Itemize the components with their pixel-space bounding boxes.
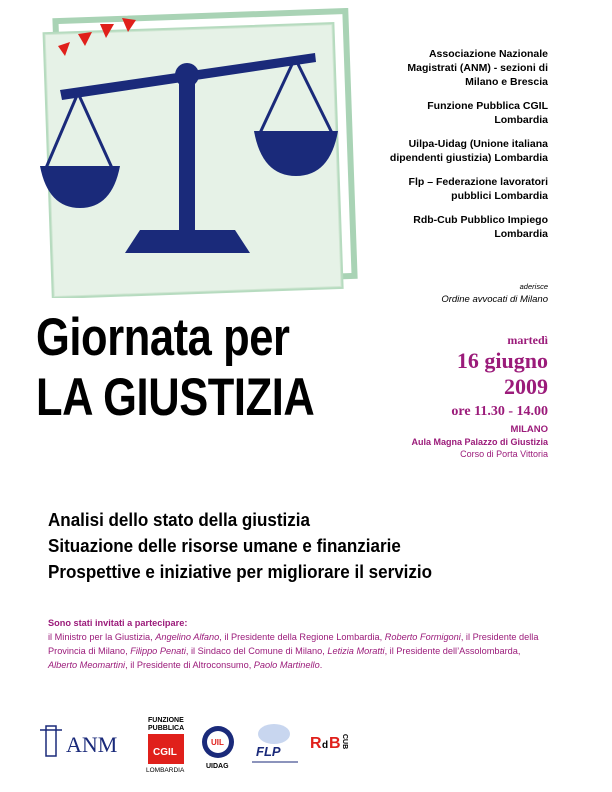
invited-text-part: . (319, 660, 323, 670)
event-weekday: martedì (507, 333, 548, 347)
page-title (36, 308, 315, 428)
svg-text:B: B (329, 735, 341, 752)
topics-list (48, 507, 545, 585)
invited-heading: Sono stati invitati a partecipare: (48, 618, 188, 628)
svg-text:CGIL: CGIL (153, 747, 177, 758)
invited-name: Alberto Meomartini (48, 660, 126, 670)
invited-text-part: , il Presidente di Altroconsumo, (125, 660, 254, 670)
organizers-list (368, 47, 548, 251)
uil-uidag-logo (202, 726, 234, 770)
invited-text-part: , il Presidente dell’Assolombarda, (384, 646, 521, 656)
topic-2: Situazione delle risorse umane e finanziarie (48, 535, 401, 556)
event-city: MILANO (510, 424, 548, 435)
invited-name: Angelino Alfano (155, 632, 220, 642)
title-line-2: LA GIUSTIZIA (36, 368, 315, 427)
invited-name: Roberto Formigoni (384, 632, 461, 642)
flp-logo (252, 724, 298, 762)
invited-text-part: il Ministro per la Giustizia, (48, 632, 156, 642)
adherence-note (368, 280, 548, 306)
rdb-cub-logo (310, 734, 348, 752)
invited-text-part: , il Presidente della Regione Lombardia, (219, 632, 385, 642)
anm-logo (40, 726, 117, 757)
svg-text:PUBBLICA: PUBBLICA (148, 725, 185, 732)
svg-text:FLP: FLP (256, 744, 281, 759)
invited-text-part: , il Sindaco del Comune di Milano, (185, 646, 328, 656)
invited-guests (48, 616, 548, 672)
organizer-anm: Associazione Nazionale Magistrati (ANM) - sezioni di Milano e Brescia (407, 48, 548, 88)
scales-of-justice-illustration (40, 8, 360, 298)
event-year: 2009 (504, 374, 548, 399)
title-line-1: Giornata per (36, 308, 290, 367)
invited-name: Letizia Moratti (327, 646, 385, 656)
event-address: Corso di Porta Vittoria (460, 449, 548, 459)
organizer-uilpa: Uilpa-Uidag (Unione italiana dipendenti giustizia) Lombardia (389, 138, 548, 164)
svg-text:d: d (322, 740, 329, 751)
organizer-flp: Flp – Federazione lavoratori pubblici Lombardia (408, 176, 548, 202)
sponsor-logos (40, 712, 370, 772)
svg-text:LOMBARDIA: LOMBARDIA (146, 767, 185, 772)
adherence-label: aderisce (519, 282, 548, 291)
event-date: 16 giugno (456, 348, 548, 373)
topic-1: Analisi dello stato della giustizia (48, 509, 310, 530)
invited-text (48, 630, 548, 672)
invited-name: Filippo Penati (130, 646, 186, 656)
organizer-rdb-cub: Rdb-Cub Pubblico Impiego Lombardia (413, 214, 548, 240)
invited-name: Paolo Martinello (253, 660, 320, 670)
topic-3: Prospettive e iniziative per migliorare il servizio (48, 561, 433, 582)
svg-text:UIL: UIL (211, 738, 224, 747)
adherence-name: Ordine avvocati di Milano (441, 294, 548, 305)
organizer-fp-cgil: Funzione Pubblica CGIL Lombardia (427, 100, 548, 126)
event-time: ore 11.30 - 14.00 (451, 404, 548, 419)
svg-text:FUNZIONE: FUNZIONE (148, 717, 184, 724)
invited-text-part: , il Presidente della Provincia di Milano, (48, 632, 539, 656)
fp-cgil-logo (146, 717, 185, 772)
event-details (390, 332, 548, 460)
event-venue: Aula Magna Palazzo di Giustizia (411, 437, 548, 447)
svg-text:R: R (310, 735, 322, 752)
svg-text:UIDAG: UIDAG (206, 763, 229, 770)
anm-logo-text: ANM (66, 732, 118, 757)
svg-text:CUB: CUB (341, 734, 348, 750)
